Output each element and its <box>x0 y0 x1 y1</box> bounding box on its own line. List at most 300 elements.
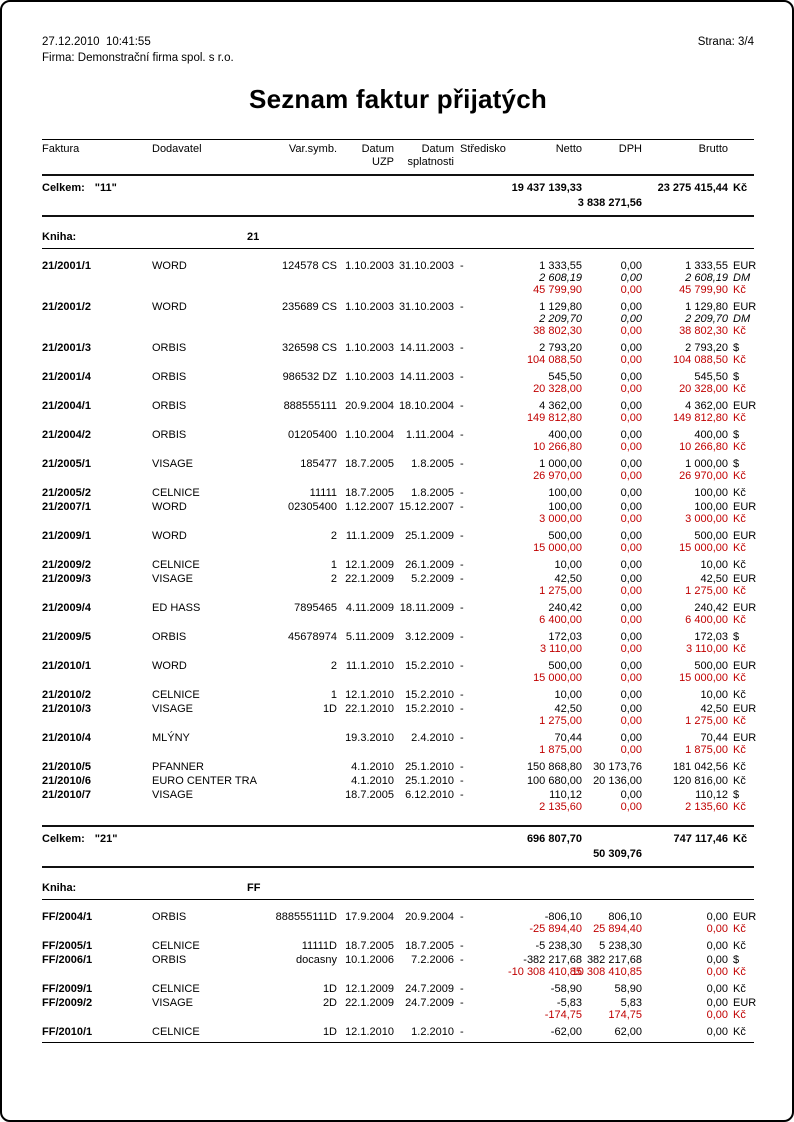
invoice-number: 21/2001/2 <box>42 301 91 313</box>
cost-center: - <box>460 260 464 272</box>
amount-brutto: 42,50 <box>700 573 728 585</box>
invoice-row <box>42 301 757 337</box>
amount-brutto: 1 333,55 <box>685 260 728 272</box>
date-uzp: 17.9.2004 <box>345 911 394 923</box>
amount-brutto: 3 110,00 <box>685 643 728 655</box>
invoice-number: 21/2001/4 <box>42 371 91 383</box>
amount-dph: 0,00 <box>620 744 642 756</box>
amount-brutto: 15 000,00 <box>679 542 728 554</box>
col-header-datum-uzp <box>337 143 394 169</box>
invoice-line <box>42 573 757 585</box>
invoice-line <box>42 940 754 952</box>
amount-brutto: 120 816,00 <box>672 775 728 787</box>
variable-symbol: 2 <box>330 660 337 672</box>
date-uzp: 4.1.2010 <box>351 775 394 787</box>
total-brutto: 747 117,46 <box>673 833 728 845</box>
report-topbar <box>42 36 754 48</box>
amount-dph: 0,00 <box>620 513 642 525</box>
amount-brutto: 10,00 <box>700 689 728 701</box>
amount-dph: 0,00 <box>620 301 642 313</box>
date-uzp: 10.1.2006 <box>345 954 394 966</box>
invoice-line <box>42 997 757 1009</box>
date-due: 7.2.2006 <box>411 954 454 966</box>
currency-code: Kč <box>733 325 746 337</box>
variable-symbol: docasny <box>296 954 337 966</box>
invoice-line <box>42 325 754 337</box>
end-divider <box>42 1042 754 1043</box>
date-due: 31.10.2003 <box>398 301 454 313</box>
cost-center: - <box>460 301 464 313</box>
currency-code: EUR <box>733 703 757 715</box>
invoice-number: FF/2004/1 <box>42 911 93 923</box>
amount-dph: 0,00 <box>620 383 642 395</box>
date-uzp: 12.1.2009 <box>345 983 394 995</box>
date-uzp: 12.1.2010 <box>345 1026 394 1038</box>
invoice-line <box>42 272 754 284</box>
invoice-row <box>42 573 757 597</box>
amount-brutto: 10 266,80 <box>679 441 728 453</box>
cost-center: - <box>460 371 464 383</box>
amount-netto: 149 812,80 <box>526 412 582 424</box>
invoice-number: 21/2004/2 <box>42 429 91 441</box>
amount-netto: 3 110,00 <box>539 643 582 655</box>
currency-code: Kč <box>733 689 746 701</box>
variable-symbol: 185477 <box>300 458 337 470</box>
invoice-number: 21/2009/4 <box>42 602 91 614</box>
invoice-row <box>42 1026 754 1038</box>
date-uzp: 18.7.2005 <box>345 940 394 952</box>
date-due: 1.8.2005 <box>411 458 454 470</box>
amount-netto: 240,42 <box>548 602 582 614</box>
invoice-number: FF/2009/2 <box>42 997 93 1009</box>
cost-center: - <box>460 487 464 499</box>
amount-netto: -806,10 <box>544 911 582 923</box>
variable-symbol: 326598 CS <box>281 342 337 354</box>
amount-netto: 2 209,70 <box>539 313 582 325</box>
col-header-stredisko: Středisko <box>460 143 506 155</box>
amount-netto: 1 275,00 <box>539 715 582 727</box>
invoice-row <box>42 660 757 684</box>
cost-center: - <box>460 530 464 542</box>
invoice-line <box>42 400 757 412</box>
supplier-name: CELNICE <box>152 983 200 995</box>
amount-dph: 0,00 <box>620 284 642 296</box>
supplier-name: WORD <box>152 301 187 313</box>
currency-code: Kč <box>733 585 746 597</box>
date-due: 3.12.2009 <box>405 631 454 643</box>
amount-brutto: 0,00 <box>706 940 728 952</box>
col-header-netto: Netto <box>555 143 582 155</box>
col-header-dodavatel: Dodavatel <box>152 143 202 155</box>
currency-code: $ <box>733 789 740 801</box>
amount-dph: 0,00 <box>620 789 642 801</box>
amount-brutto: 104 088,50 <box>672 354 728 366</box>
currency-code: EUR <box>733 732 757 744</box>
date-due: 1.8.2005 <box>411 487 454 499</box>
cost-center: - <box>460 997 464 1009</box>
invoice-line <box>42 954 754 966</box>
currency-code: Kč <box>733 513 746 525</box>
invoice-number: 21/2005/2 <box>42 487 91 499</box>
invoice-line <box>42 602 757 614</box>
invoice-number: 21/2001/3 <box>42 342 91 354</box>
amount-brutto: 2 135,60 <box>685 801 728 813</box>
invoice-row <box>42 732 757 756</box>
invoice-row <box>42 761 754 773</box>
amount-brutto: 110,12 <box>695 789 728 801</box>
amount-dph: 806,10 <box>608 911 642 923</box>
date-uzp: 1.10.2003 <box>345 371 394 383</box>
variable-symbol: 2 <box>330 530 337 542</box>
amount-dph: 58,90 <box>614 983 642 995</box>
invoice-line <box>42 342 754 354</box>
col-header-datum-splatnosti-line1: Datum <box>421 143 454 155</box>
amount-dph: 62,00 <box>614 1026 642 1038</box>
supplier-name: VISAGE <box>152 573 193 585</box>
total-currency: Kč <box>733 833 748 845</box>
invoice-line <box>42 966 754 978</box>
invoice-line <box>42 585 754 597</box>
currency-code: Kč <box>733 542 746 554</box>
amount-dph: 0,00 <box>620 672 642 684</box>
amount-netto: 150 868,80 <box>526 761 582 773</box>
date-due: 1.2.2010 <box>411 1026 454 1038</box>
amount-netto: 6 400,00 <box>539 614 582 626</box>
variable-symbol: 11111D <box>301 940 337 952</box>
amount-netto: 4 362,00 <box>539 400 582 412</box>
invoice-line <box>42 789 754 801</box>
date-uzp: 1.10.2003 <box>345 260 394 272</box>
amount-dph: 0,00 <box>620 342 642 354</box>
amount-dph: 0,00 <box>620 441 642 453</box>
invoice-line <box>42 1026 754 1038</box>
invoice-row <box>42 911 757 935</box>
variable-symbol: 45678974 <box>288 631 337 643</box>
amount-brutto: 545,50 <box>694 371 728 383</box>
date-uzp: 22.1.2009 <box>345 573 394 585</box>
currency-code: DM <box>733 313 751 325</box>
invoice-number: 21/2010/6 <box>42 775 91 787</box>
invoice-line <box>42 631 754 643</box>
amount-dph: 0,00 <box>620 313 642 325</box>
currency-code: Kč <box>733 940 746 952</box>
currency-code: Kč <box>733 470 746 482</box>
cost-center: - <box>460 602 464 614</box>
amount-brutto: 2 608,19 <box>685 272 728 284</box>
invoice-line <box>42 1009 754 1021</box>
date-uzp: 22.1.2010 <box>345 703 394 715</box>
cost-center: - <box>460 573 464 585</box>
supplier-name: ORBIS <box>152 371 187 383</box>
amount-netto: 26 970,00 <box>533 470 582 482</box>
amount-netto: 2 135,60 <box>539 801 582 813</box>
currency-code: Kč <box>733 354 746 366</box>
invoice-number: 21/2010/3 <box>42 703 91 715</box>
amount-netto: -10 308 410,85 <box>507 966 582 978</box>
invoice-row <box>42 559 754 571</box>
invoice-row <box>42 954 754 978</box>
currency-code: EUR <box>733 530 757 542</box>
variable-symbol: 986532 DZ <box>282 371 337 383</box>
currency-code: $ <box>733 458 740 470</box>
currency-code: Kč <box>733 412 746 424</box>
date-uzp: 18.7.2005 <box>345 458 394 470</box>
group-total-11 <box>42 174 754 217</box>
currency-code: Kč <box>733 487 746 499</box>
amount-dph: 0,00 <box>620 631 642 643</box>
amount-brutto: 240,42 <box>694 602 728 614</box>
amount-netto: 1 129,80 <box>539 301 582 313</box>
invoice-line <box>42 513 754 525</box>
invoice-rows-ff <box>42 911 757 1038</box>
total-netto: 696 807,70 <box>526 833 582 845</box>
supplier-name: WORD <box>152 530 187 542</box>
total-group-name: "21" <box>94 833 118 845</box>
date-due: 24.7.2009 <box>405 997 454 1009</box>
invoice-row <box>42 487 754 499</box>
invoice-line <box>42 614 754 626</box>
date-due: 6.12.2010 <box>405 789 454 801</box>
amount-netto: 2 793,20 <box>539 342 582 354</box>
col-header-datum-uzp-line1: Datum <box>361 143 394 155</box>
amount-netto: 20 328,00 <box>533 383 582 395</box>
amount-netto: 100,00 <box>548 501 582 513</box>
currency-code: Kč <box>733 761 746 773</box>
invoice-line <box>42 732 757 744</box>
supplier-name: ORBIS <box>152 400 187 412</box>
date-due: 25.1.2009 <box>405 530 454 542</box>
invoice-line <box>42 412 754 424</box>
currency-code: $ <box>733 429 740 441</box>
amount-brutto: 3 000,00 <box>685 513 728 525</box>
amount-brutto: 20 328,00 <box>679 383 728 395</box>
amount-dph: 0,00 <box>620 429 642 441</box>
amount-netto: -58,90 <box>550 983 582 995</box>
amount-dph: 0,00 <box>620 354 642 366</box>
invoice-row <box>42 983 754 995</box>
amount-dph: 382 217,68 <box>586 954 642 966</box>
book-heading-21 <box>42 230 754 249</box>
supplier-name: ORBIS <box>152 911 187 923</box>
supplier-name: ED HASS <box>152 602 201 614</box>
cost-center: - <box>460 703 464 715</box>
cost-center: - <box>460 983 464 995</box>
date-due: 31.10.2003 <box>398 260 454 272</box>
amount-dph: 25 894,40 <box>593 923 642 935</box>
invoice-line <box>42 761 754 773</box>
date-uzp: 22.1.2009 <box>345 997 394 1009</box>
amount-netto: 500,00 <box>548 660 582 672</box>
amount-brutto: 15 000,00 <box>679 672 728 684</box>
currency-code: Kč <box>733 284 746 296</box>
currency-code: EUR <box>733 911 757 923</box>
amount-dph: 0,00 <box>620 573 642 585</box>
amount-netto: -382 217,68 <box>523 954 582 966</box>
currency-code: Kč <box>733 1026 746 1038</box>
amount-netto: 10 266,80 <box>533 441 582 453</box>
book-value: FF <box>247 882 261 894</box>
invoice-line <box>42 801 754 813</box>
total-group-name: "11" <box>94 182 117 194</box>
date-due: 2.4.2010 <box>411 732 454 744</box>
amount-brutto: 1 875,00 <box>685 744 728 756</box>
date-due: 18.10.2004 <box>398 400 454 412</box>
amount-brutto: 149 812,80 <box>672 412 728 424</box>
cost-center: - <box>460 429 464 441</box>
supplier-name: ORBIS <box>152 954 187 966</box>
invoice-row <box>42 775 754 787</box>
invoice-row <box>42 689 754 701</box>
amount-brutto: 100,00 <box>694 487 728 499</box>
group-total-21 <box>42 825 754 868</box>
invoice-row <box>42 260 757 296</box>
book-heading-ff <box>42 881 754 900</box>
supplier-name: EURO CENTER TRA <box>152 775 257 787</box>
currency-code: DM <box>733 272 751 284</box>
date-due: 24.7.2009 <box>405 983 454 995</box>
amount-brutto: 100,00 <box>694 501 728 513</box>
amount-brutto: 10,00 <box>700 559 728 571</box>
invoice-number: 21/2009/1 <box>42 530 91 542</box>
amount-netto: 172,03 <box>548 631 582 643</box>
amount-netto: 42,50 <box>554 703 582 715</box>
invoice-row <box>42 501 757 525</box>
invoice-line <box>42 458 754 470</box>
amount-brutto: 1 275,00 <box>685 715 728 727</box>
amount-dph: 0,00 <box>620 501 642 513</box>
currency-code: $ <box>733 342 740 354</box>
invoice-line <box>42 715 754 727</box>
total-brutto: 23 275 415,44 <box>657 182 728 194</box>
amount-dph: 0,00 <box>620 470 642 482</box>
book-value: 21 <box>247 231 260 243</box>
date-uzp: 18.7.2005 <box>345 789 394 801</box>
invoice-rows-21 <box>42 260 757 813</box>
supplier-name: WORD <box>152 660 187 672</box>
variable-symbol: 02305400 <box>288 501 337 513</box>
supplier-name: CELNICE <box>152 1026 200 1038</box>
amount-brutto: 0,00 <box>706 997 728 1009</box>
date-due: 15.2.2010 <box>405 689 454 701</box>
invoice-row <box>42 371 754 395</box>
date-due: 26.1.2009 <box>405 559 454 571</box>
amount-dph: 30 173,76 <box>593 761 642 773</box>
supplier-name: WORD <box>152 260 187 272</box>
amount-netto: -174,75 <box>544 1009 582 1021</box>
table-header <box>42 139 754 174</box>
invoice-row <box>42 530 757 554</box>
amount-dph: 5 238,30 <box>599 940 642 952</box>
date-due: 25.1.2010 <box>405 761 454 773</box>
page-number: Strana: 3/4 <box>697 36 754 48</box>
amount-dph: 0,00 <box>620 614 642 626</box>
invoice-row <box>42 400 757 424</box>
currency-code: Kč <box>733 715 746 727</box>
date-due: 5.2.2009 <box>411 573 454 585</box>
date-uzp: 4.11.2009 <box>345 602 394 614</box>
amount-netto: -62,00 <box>550 1026 582 1038</box>
date-uzp: 1.10.2003 <box>345 342 394 354</box>
amount-dph: 0,00 <box>620 487 642 499</box>
amount-netto: 15 000,00 <box>533 542 582 554</box>
amount-netto: 110,12 <box>549 789 582 801</box>
amount-dph: 5,83 <box>620 997 642 1009</box>
variable-symbol: 01205400 <box>288 429 337 441</box>
date-due: 15.12.2007 <box>398 501 454 513</box>
amount-dph: 0,00 <box>620 530 642 542</box>
invoice-line <box>42 660 757 672</box>
date-due: 14.11.2003 <box>399 342 454 354</box>
cost-center: - <box>460 400 464 412</box>
supplier-name: ORBIS <box>152 342 187 354</box>
date-due: 20.9.2004 <box>405 911 454 923</box>
amount-netto: 1 875,00 <box>539 744 582 756</box>
date-uzp: 12.1.2009 <box>345 559 394 571</box>
cost-center: - <box>460 458 464 470</box>
variable-symbol: 11111 <box>309 487 337 499</box>
amount-brutto: 38 802,30 <box>679 325 728 337</box>
currency-code: Kč <box>733 559 746 571</box>
col-header-datum-splatnosti <box>394 143 454 169</box>
currency-code: Kč <box>733 672 746 684</box>
supplier-name: MLÝNY <box>152 732 190 744</box>
cost-center: - <box>460 775 464 787</box>
amount-netto: 38 802,30 <box>533 325 582 337</box>
currency-code: Kč <box>733 643 746 655</box>
date-due: 25.1.2010 <box>405 775 454 787</box>
invoice-line <box>42 501 757 513</box>
cost-center: - <box>460 789 464 801</box>
cost-center: - <box>460 689 464 701</box>
invoice-number: FF/2005/1 <box>42 940 93 952</box>
invoice-line <box>42 744 754 756</box>
invoice-line <box>42 911 757 923</box>
currency-code: EUR <box>733 501 757 513</box>
invoice-number: 21/2010/2 <box>42 689 91 701</box>
amount-brutto: 0,00 <box>706 966 728 978</box>
date-uzp: 11.1.2010 <box>345 660 394 672</box>
variable-symbol: 1 <box>330 689 337 701</box>
currency-code: Kč <box>733 923 746 935</box>
total-label: Celkem: <box>42 833 85 845</box>
amount-brutto: 2 209,70 <box>685 313 728 325</box>
cost-center: - <box>460 631 464 643</box>
cost-center: - <box>460 660 464 672</box>
invoice-line <box>42 703 757 715</box>
date-uzp: 19.3.2010 <box>345 732 394 744</box>
amount-brutto: 0,00 <box>706 954 728 966</box>
invoice-line <box>42 643 754 655</box>
currency-code: EUR <box>733 301 757 313</box>
amount-brutto: 2 793,20 <box>685 342 728 354</box>
invoice-line <box>42 354 754 366</box>
supplier-name: CELNICE <box>152 487 200 499</box>
amount-dph: 0,00 <box>620 325 642 337</box>
amount-dph: 0,00 <box>620 272 642 284</box>
date-due: 18.7.2005 <box>405 940 454 952</box>
date-uzp: 5.11.2009 <box>345 631 394 643</box>
invoice-line <box>42 470 754 482</box>
variable-symbol: 235689 CS <box>281 301 337 313</box>
invoice-line <box>42 301 757 313</box>
amount-netto: 10,00 <box>554 689 582 701</box>
invoice-row <box>42 997 757 1021</box>
amount-brutto: 0,00 <box>706 923 728 935</box>
cost-center: - <box>460 940 464 952</box>
currency-code: Kč <box>733 383 746 395</box>
invoice-line <box>42 689 754 701</box>
amount-dph: 0,00 <box>620 703 642 715</box>
